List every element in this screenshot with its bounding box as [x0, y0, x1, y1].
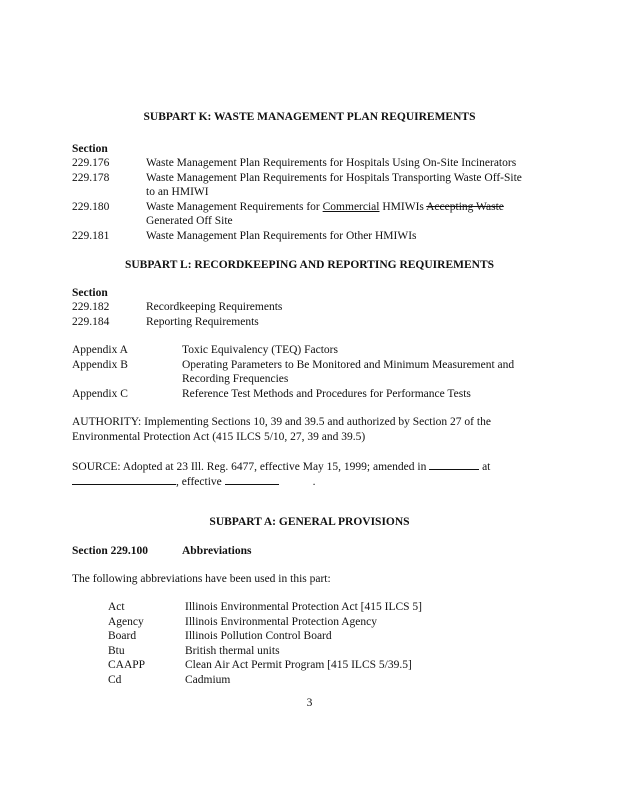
appendix-title: Operating Parameters to Be Monitored and Minimum Measurement and — [182, 359, 515, 371]
toc-title-continued: to an HMIWI — [146, 186, 209, 198]
toc-number: 229.181 — [72, 230, 110, 242]
source-text: SOURCE: Adopted at 23 Ill. Reg. 6477, effective May 15, 1999; amended in — [72, 461, 427, 473]
appendix-label: Appendix C — [72, 388, 128, 400]
blank-line — [72, 474, 176, 485]
toc-title: Reporting Requirements — [146, 316, 259, 328]
page-number: 3 — [306, 697, 313, 709]
toc-number: 229.182 — [72, 301, 110, 313]
appendix-title: Reference Test Methods and Procedures for Performance Tests — [182, 388, 471, 400]
abbreviation-meaning: Illinois Pollution Control Board — [185, 630, 332, 642]
abbreviation: Agency — [108, 616, 144, 628]
source-text: . — [312, 476, 316, 488]
toc-title-text: Waste Management Requirements for — [146, 201, 323, 213]
appendix-label: Appendix B — [72, 359, 128, 371]
source-text: at — [482, 461, 491, 473]
blank-line — [429, 459, 479, 470]
appendix-title: Toxic Equivalency (TEQ) Factors — [182, 344, 338, 356]
appendix-title-continued: Recording Frequencies — [182, 373, 289, 385]
intro-text: The following abbreviations have been used in this part: — [72, 573, 331, 585]
authority-note: AUTHORITY: Implementing Sections 10, 39 and 39.5 and authorized by Section 27 of the — [72, 416, 491, 428]
underlined-insertion: Commercial — [322, 201, 380, 213]
subpart-l-heading: SUBPART L: RECORDKEEPING AND REPORTING REQUIREMENTS — [124, 259, 495, 271]
toc-number: 229.184 — [72, 316, 110, 328]
blank-line — [225, 474, 279, 485]
toc-number: 229.176 — [72, 157, 110, 169]
abbreviation-meaning: British thermal units — [185, 645, 280, 657]
abbreviation: Act — [108, 601, 125, 613]
abbreviation-meaning: Clean Air Act Permit Program [415 ILCS 5/39.5] — [185, 659, 412, 671]
abbreviation: Btu — [108, 645, 125, 657]
appendix-label: Appendix A — [72, 344, 128, 356]
toc-title: Waste Management Plan Requirements for Other HMIWIs — [146, 230, 417, 242]
toc-title: Waste Management Plan Requirements for Hospitals Using On-Site Incinerators — [146, 157, 517, 169]
subpart-l-section-label: Section — [72, 287, 108, 299]
toc-title — [146, 201, 504, 213]
subpart-k-heading: SUBPART K: WASTE MANAGEMENT PLAN REQUIREMENTS — [143, 111, 476, 123]
abbreviation: CAAPP — [108, 659, 146, 671]
source-text: , effective — [176, 476, 222, 488]
subpart-k-section-label: Section — [72, 143, 108, 155]
authority-note-continued: Environmental Protection Act (415 ILCS 5/10, 27, 39 and 39.5) — [72, 431, 366, 443]
abbreviation: Board — [108, 630, 137, 642]
toc-title: Recordkeeping Requirements — [146, 301, 283, 313]
abbreviation-meaning: Illinois Environmental Protection Agency — [185, 616, 377, 628]
source-note — [72, 459, 490, 473]
abbreviation: Cd — [108, 674, 122, 686]
section-title: Abbreviations — [182, 545, 252, 557]
subpart-a-heading: SUBPART A: GENERAL PROVISIONS — [209, 516, 410, 528]
toc-number: 229.178 — [72, 172, 110, 184]
toc-title-text: HMIWIs — [379, 201, 427, 213]
toc-title-continued: Generated Off Site — [146, 215, 233, 227]
abbreviation-meaning: Illinois Environmental Protection Act [415 ILCS 5] — [185, 601, 422, 613]
toc-title: Waste Management Plan Requirements for Hospitals Transporting Waste Off-Site — [146, 172, 522, 184]
struck-deletion: Accepting Waste — [426, 201, 504, 213]
section-number: Section 229.100 — [72, 545, 149, 557]
abbreviation-meaning: Cadmium — [185, 674, 231, 686]
source-note-continued — [72, 474, 316, 488]
toc-number: 229.180 — [72, 201, 110, 213]
